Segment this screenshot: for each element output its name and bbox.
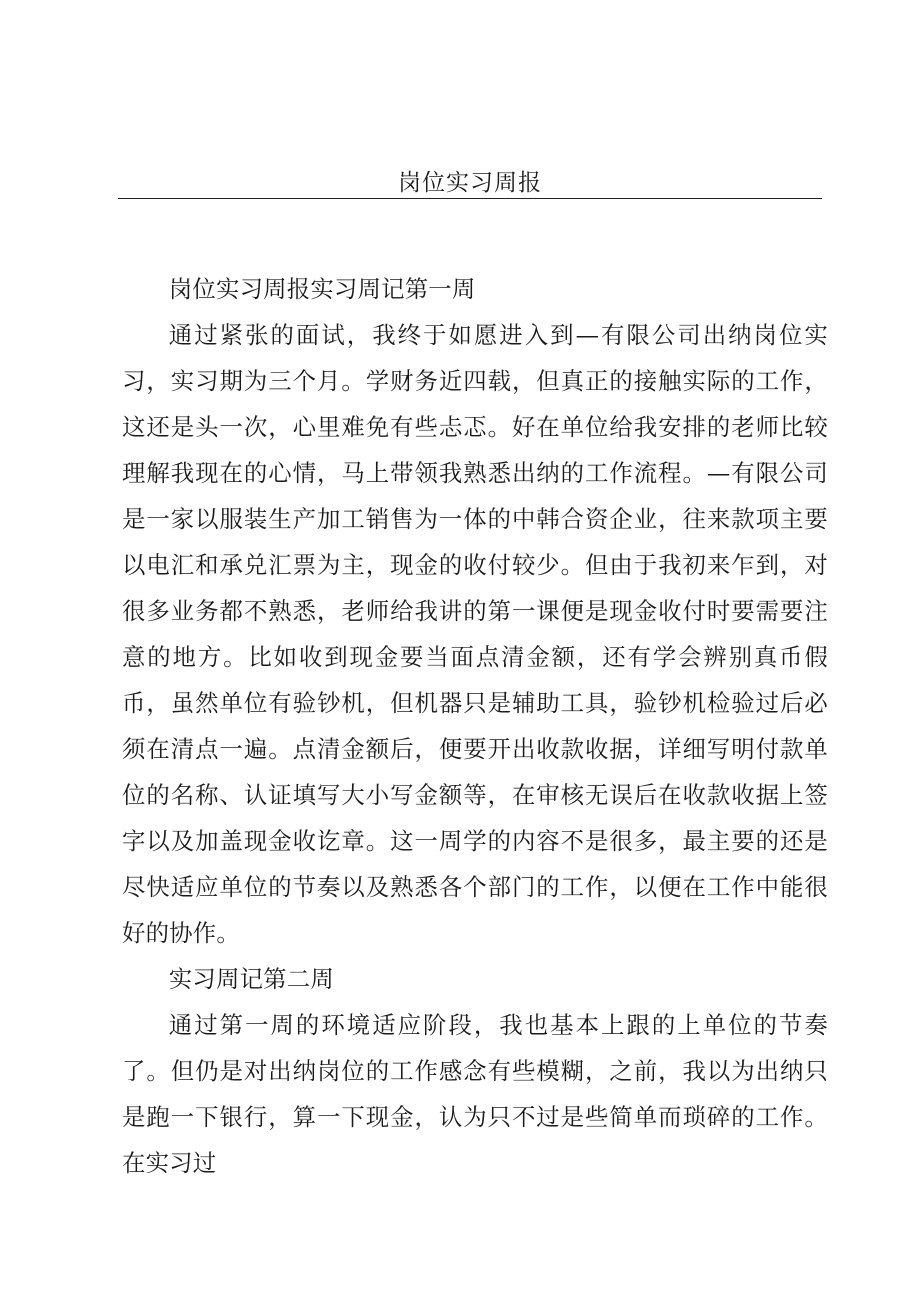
title-underline — [118, 198, 822, 199]
paragraph-heading-week2: 实习周记第二周 — [168, 965, 334, 993]
paragraph-week2-body: 通过第一周的环境适应阶段，我也基本上跟的上单位的节奏了。但仍是对出纳岗位的工作感念有些模糊，之前，我以为出纳只是跑一下银行，算一下现金，认为只不过是些简单而琐碎的工作。在实习过 — [122, 1011, 828, 1177]
document-title: 岗位实习周报 — [398, 170, 542, 196]
paragraph-heading-week1: 岗位实习周报实习周记第一周 — [168, 275, 476, 303]
paragraph-week1-body: 通过紧张的面试，我终于如愿进入到—有限公司出纳岗位实习，实习期为三个月。学财务近四载，但真正的接触实际的工作，这还是头一次，心里难免有些忐忑。好在单位给我安排的老师比较理解我现在的心情，马上带领我熟悉出纳的工作流程。—有限公司是一家以服装生产加工销售为一体的中韩合资企业，往来款项主要以电汇和承兑汇票为主，现金的收付较少。但由于我初来乍到，对很多业务都不熟悉，老师给我讲的第一课便是现金收付时要需要注意的地方。比如收到现金要当面点清金额，还有学会辨别真币假币，虽然单位有验钞机，但机器只是辅助工具，验钞机检验过后必须在清点一遍。点清金额后，便要开出收款收据，详细写明付款单位的名称、认证填写大小写金额等，在审核无误后在收款收据上签字以及加盖现金收讫章。这一周学的内容不是很多，最主要的还是尽快适应单位的节奏以及熟悉各个部门的工作，以便在工作中能很好的协作。 — [122, 321, 828, 947]
document-body — [122, 266, 828, 1186]
